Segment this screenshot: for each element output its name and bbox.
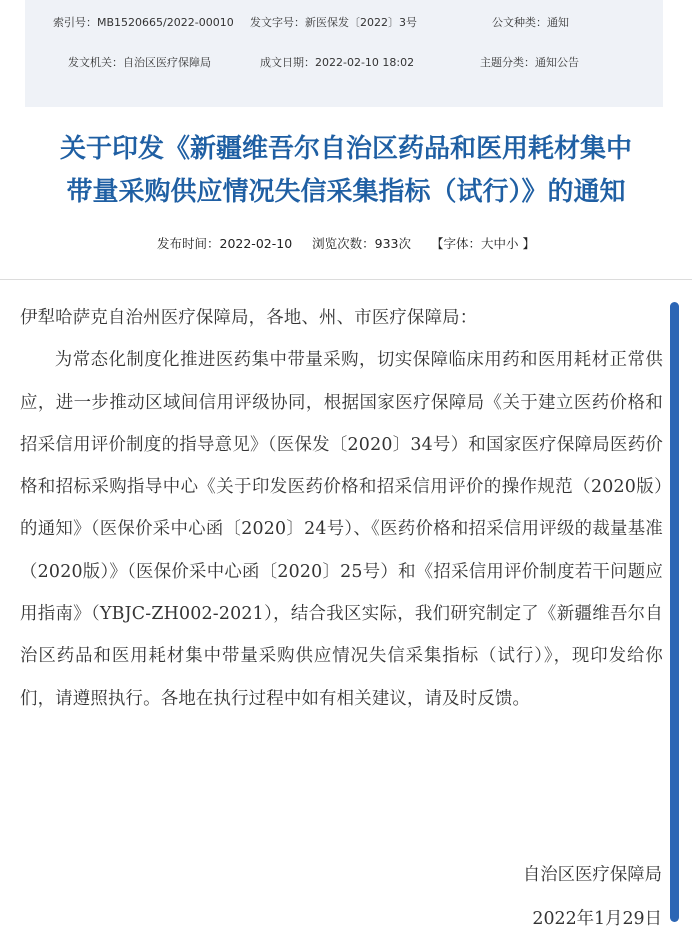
document-metadata-panel: [25, 0, 663, 107]
meta-issuer: [68, 54, 211, 70]
meta-date: [260, 54, 414, 70]
font-size-medium-link[interactable]: 中: [493, 236, 507, 251]
font-size-close: 】: [518, 236, 536, 251]
meta-docno-value: 新医保发〔2022〕3号: [305, 16, 417, 29]
signature-date: 2022年1月29日: [532, 909, 662, 929]
font-size-large-link[interactable]: 大: [480, 236, 494, 251]
meta-issuer-label: 发文机关：: [68, 56, 123, 69]
publish-info: [0, 234, 692, 252]
publish-time-value: 2022-02-10: [219, 236, 293, 251]
meta-category-value: 通知: [547, 16, 569, 29]
signature-org: 自治区医疗保障局: [522, 865, 662, 885]
meta-docno: [250, 14, 417, 30]
meta-topic: [480, 54, 579, 70]
meta-topic-label: 主题分类：: [480, 56, 535, 69]
scrollbar-thumb[interactable]: [670, 302, 679, 922]
salutation: 伊犁哈萨克自治州医疗保障局，各地、州、市医疗保障局：: [20, 308, 478, 328]
title-line-2: 带量采购供应情况失信采集指标（试行）》的通知: [66, 177, 626, 207]
meta-issuer-value: 自治区医疗保障局: [123, 56, 211, 69]
font-size-label: 【字体：: [430, 236, 481, 251]
view-count-label: 浏览次数：: [312, 236, 375, 251]
meta-category: [492, 14, 569, 30]
meta-docno-label: 发文字号：: [250, 16, 305, 29]
title-line-1: 关于印发《新疆维吾尔自治区药品和医用耗材集中: [59, 134, 632, 164]
font-size-small-link[interactable]: 小: [506, 236, 519, 251]
meta-date-label: 成文日期：: [260, 56, 315, 69]
meta-topic-value: 通知公告: [535, 56, 579, 69]
meta-index-value: MB1520665/2022-00010: [97, 16, 234, 29]
meta-index: [53, 14, 234, 30]
header-divider: [0, 279, 692, 280]
body-paragraph: 为常态化制度化推进医药集中带量采购，切实保障临床用药和医用耗材正常供应，进一步推动区域间信用评级协同，根据国家医疗保障局《关于建立医药价格和招采信用评价制度的指导意见》（医保发〔2020〕34号）和国家医疗保障局医药价格和招标采购指导中心《关于印发医药价格和招采信用评价的操作规范（2020版）的通知》（医保价采中心函〔2020〕24号）、《医药价格和招采信用评级的裁量基准（2020版）》（医保价采中心函〔2020〕25号）和《招采信用评价制度若干问题应用指南》（YBJC-ZH002-2021），结合我区实际，我们研究制定了《新疆维吾尔自治区药品和医用耗材集中带量采购供应情况失信采集指标（试行）》，现印发给你们，请遵照执行。各地在执行过程中如有相关建议，请及时反馈。: [20, 350, 663, 709]
view-count-value: 933次: [374, 236, 411, 251]
meta-date-value: 2022-02-10 18:02: [315, 56, 415, 69]
document-title: [0, 128, 692, 214]
meta-category-label: 公文种类：: [492, 16, 547, 29]
meta-index-label: 索引号：: [53, 16, 97, 29]
publish-time-label: 发布时间：: [156, 236, 220, 251]
document-body: [20, 297, 663, 720]
